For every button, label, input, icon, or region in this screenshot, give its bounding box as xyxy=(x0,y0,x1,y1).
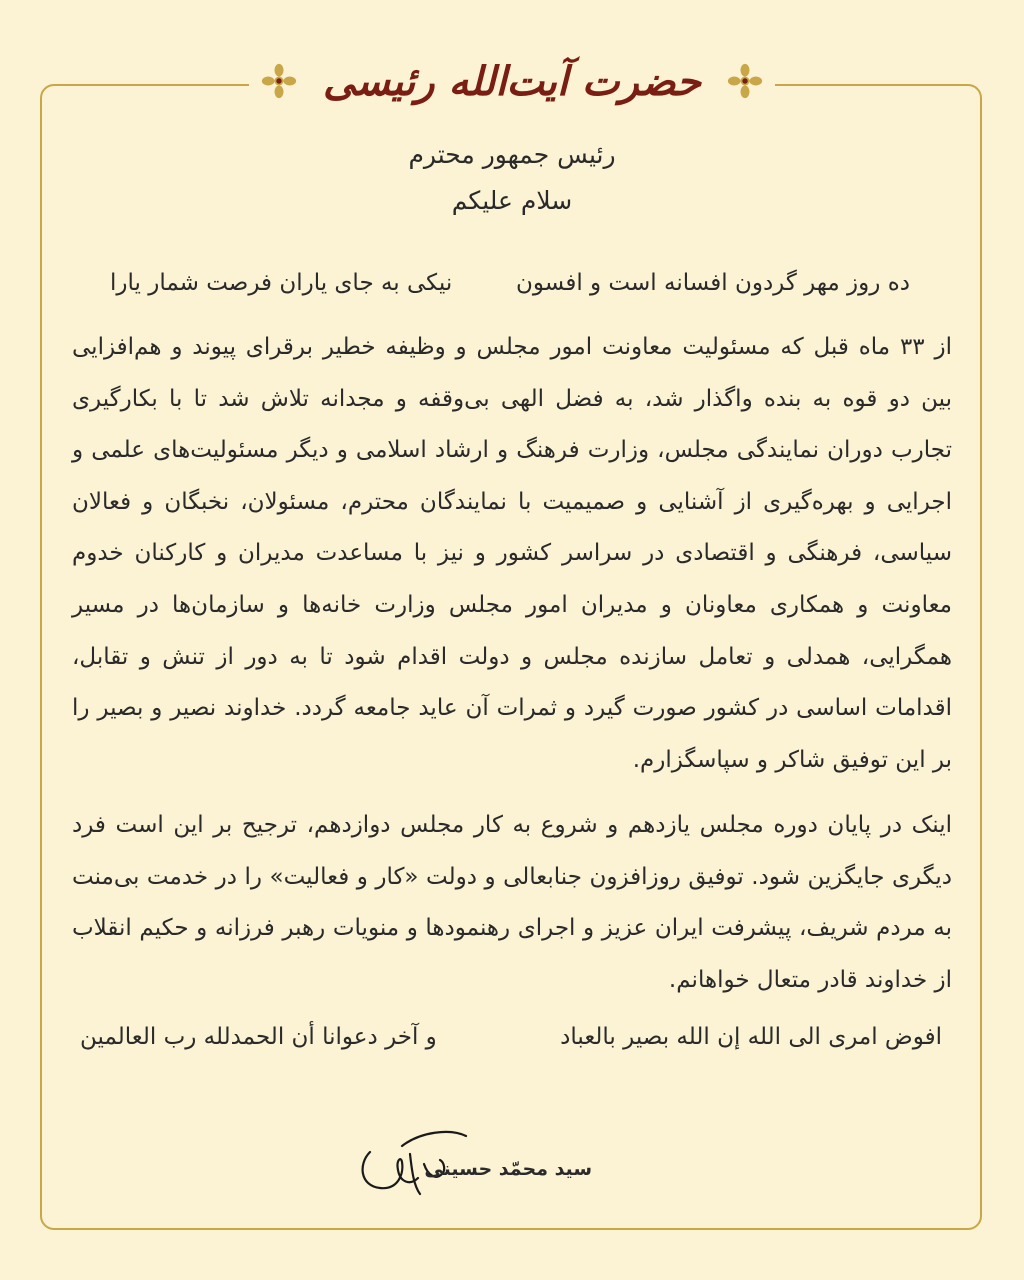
salutation-greeting: سلام علیکم xyxy=(451,186,573,215)
letter-paragraph-1: از ۳۳ ماه قبل که مسئولیت معاونت امور مجلس و وظیفه خطیر برقرای پیوند و هم‌افزایی بین دو قوه به بنده واگذار شد، به فضل الهی بی‌وقفه و مجدانه تلاش شد تا با بکارگیری تجارب دوران نمایندگی مجلس، وزارت فرهنگ و ارشاد اسلامی و دیگر مسئولیت‌های علمی و اجرایی و بهره‌گیری از آشنایی و صمیمیت با نمایندگان محترم، مسئولان، نخبگان و فعالان سیاسی، فرهنگی و اقتصادی در سراسر کشور و نیز با مساعدت مدیران و کارکنان خدوم معاونت و همکاری معاونان و مدیران امور مجلس وزارت خانه‌ها و سازمان‌ها در مسیر همگرایی، همدلی و تعامل سازنده مجلس و دولت اقدام شود تا به دور از تنش و تقابل، اقدامات اساسی در کشور صورت گیرد و ثمرات آن عاید جامعه گردد. خداوند نصیر و بصیر را بر این توفیق شاکر و سپاسگزارم. xyxy=(72,334,952,773)
floral-ornament-icon xyxy=(727,63,763,99)
poem-hemistich-first: ده روز مهر گردون افسانه است و افسون xyxy=(516,270,910,296)
header-inner xyxy=(249,38,775,124)
poem-verse xyxy=(110,270,910,310)
closing-part-1: افوض امری الی الله إن الله بصیر بالعباد xyxy=(560,1024,942,1050)
salutation-addressee: رئیس جمهور محترم xyxy=(408,140,616,169)
closing-line xyxy=(80,1024,942,1068)
letter-header xyxy=(0,38,1024,124)
floral-ornament-icon xyxy=(261,63,297,99)
letter-paragraph-2: اینک در پایان دوره مجلس یازدهم و شروع به کار مجلس دوازدهم، ترجیح بر این است فرد دیگری جایگزین شود. توفیق روزافزون جنابعالی و دولت «کار و فعالیت» را در خدمت بی‌منت به مردم شریف، پیشرفت ایران عزیز و اجرای رهنمودها و منویات رهبر فرزانه و حکیم انقلاب از خداوند قادر متعال خواهانم. xyxy=(72,812,952,993)
closing-part-2: و آخر دعوانا أن الحمدلله رب العالمین xyxy=(80,1024,437,1050)
poem-hemistich-second: نیکی به جای یاران فرصت شمار یارا xyxy=(110,270,453,296)
signer-name: سید محمّد حسینی xyxy=(424,1158,592,1180)
header-title: حضرت آیت‌الله رئیسی xyxy=(322,57,702,105)
